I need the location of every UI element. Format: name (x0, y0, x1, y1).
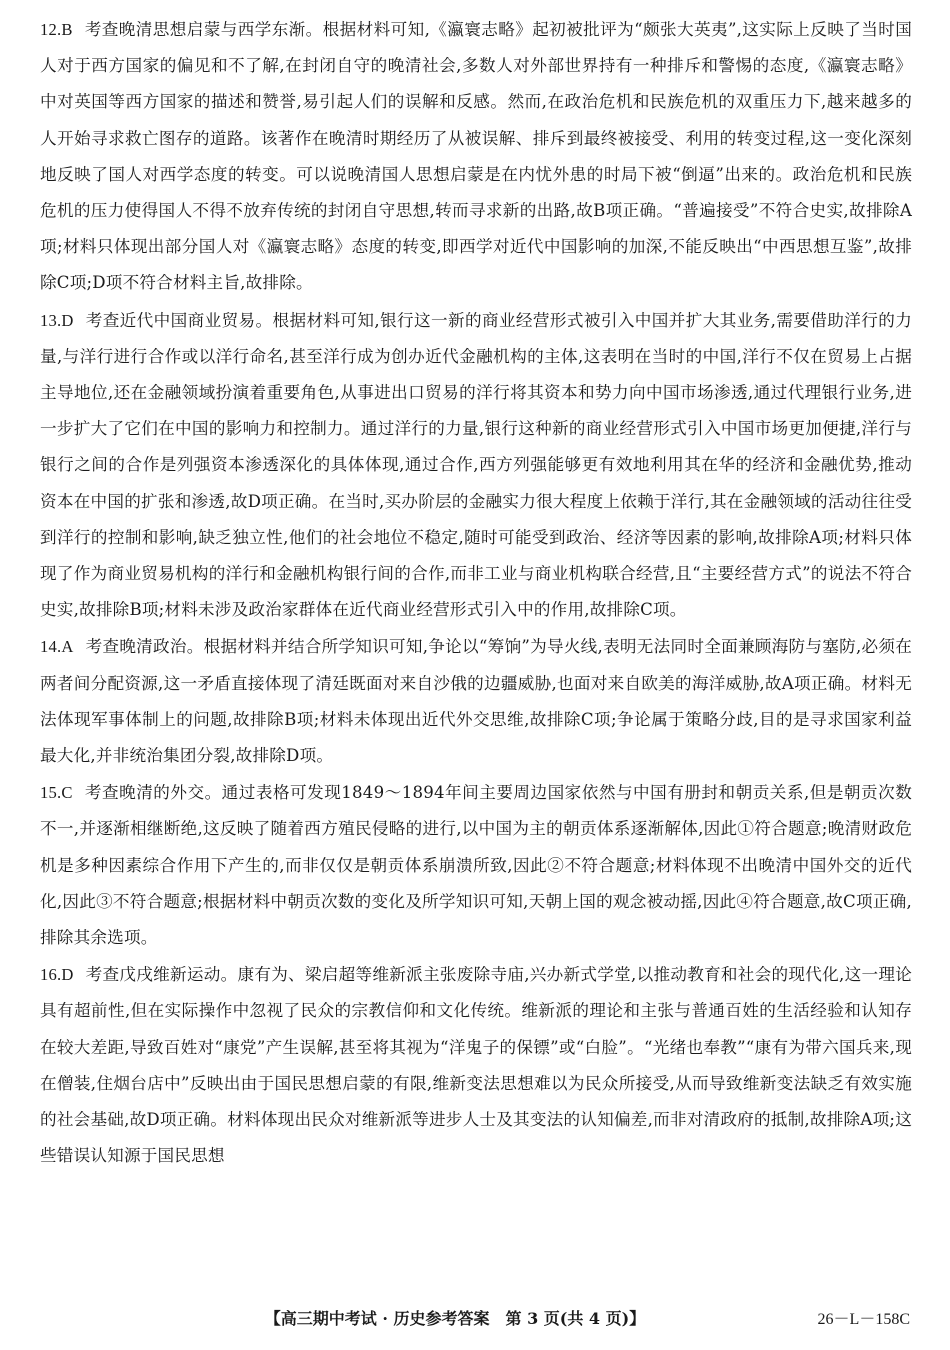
explanation-text: 考查近代中国商业贸易。根据材料可知,银行这一新的商业经营形式被引入中国并扩大其业务,需要借助洋行的力量,与洋行进行合作或以洋行命名,甚至洋行成为创办近代金融机构的主体,这表明在当时的中国,洋行不仅在贸易上占据主导地位,还在金融领域扮演着重要角色,从事进出口贸易的洋行将其资本和势力向中国市场渗透,通过代理银行业务,进一步扩大了它们在中国的影响力和控制力。通过洋行的力量,银行这种新的商业经营形式引入中国市场更加便捷,洋行与银行之间的合作是列强资本渗透深化的具体体现,通过合作,西方列强能够更有效地利用其在华的经济和金融优势,推动资本在中国的扩张和渗透,故D项正确。在当时,买办阶层的金融实力很大程度上依赖于洋行,其在金融领域的活动往往受到洋行的控制和影响,缺乏独立性,他们的社会地位不稳定,随时可能受到政治、经济等因素的影响,故排除A项;材料只体现了作为商业贸易机构的洋行和金融机构银行间的合作,而非工业与商业机构联合经营,且“主要经营方式”的说法不符合史实,故排除B项;材料未涉及政治家群体在近代商业经营形式引入中的作用,故排除C项。 (40, 310, 912, 620)
explanation-text: 考查晚清思想启蒙与西学东渐。根据材料可知,《瀛寰志略》起初被批评为“颇张大英夷”,这实际上反映了当时国人对于西方国家的偏见和不了解,在封闭自守的晚清社会,多数人对外部世界持有一种排斥和警惕的态度,《瀛寰志略》中对英国等西方国家的描述和赞誉,易引起人们的误解和反感。然而,在政治危机和民族危机的双重压力下,越来越多的人开始寻求救亡图存的道路。该著作在晚清时期经历了从被误解、排斥到最终被接受、利用的转变过程,这一变化深刻地反映了国人对西学态度的转变。可以说晚清国人思想启蒙是在内忧外患的时局下被“倒逼”出来的。政治危机和民族危机的压力使得国人不得不放弃传统的封闭自守思想,转而寻求新的出路,故B项正确。“普遍接受”不符合史实,故排除A项;材料只体现出部分国人对《瀛寰志略》态度的转变,即西学对近代中国影响的加深,不能反映出“中西思想互鉴”,故排除C项;D项不符合材料主旨,故排除。 (40, 20, 912, 293)
question-number: 15. (40, 783, 62, 803)
question-number: 14. (40, 637, 62, 657)
explanation-text: 考查戊戌维新运动。康有为、梁启超等维新派主张废除寺庙,兴办新式学堂,以推动教育和社会的现代化,这一理论具有超前性,但在实际操作中忽视了民众的宗教信仰和文化传统。维新派的理论和主张与普通百姓的生活经验和认知存在较大差距,导致百姓对“康党”产生误解,甚至将其视为“洋鬼子的保镖”或“白脸”。“光绪也奉教”“康有为带六国兵来,现在僧装,住烟台店中”反映出由于国民思想启蒙的有限,维新变法思想难以为民众所接受,从而导致维新变法缺乏有效实施的社会基础,故D项正确。材料体现出民众对维新派等进步人士及其变法的认知偏差,而非对清政府的抵制,故排除A项;这些错误认知源于国民思想 (40, 965, 912, 1166)
answer-item-15 (40, 775, 912, 956)
explanation-text: 考查晚清政治。根据材料并结合所学知识可知,争论以“筹饷”为导火线,表明无法同时全面兼顾海防与塞防,必须在两者间分配资源,这一矛盾直接体现了清廷既面对来自沙俄的边疆威胁,也面对来自欧美的海洋威胁,故A项正确。材料无法体现军事体制上的问题,故排除B项;材料未体现出近代外交思维,故排除C项;争论属于策略分歧,目的是寻求国家利益最大化,并非统治集团分裂,故排除D项。 (40, 637, 912, 766)
question-number: 13. (40, 310, 62, 330)
answer-item-12 (40, 12, 912, 302)
answer-letter: D (61, 965, 74, 985)
paper-code: 26－L－158C (817, 1311, 910, 1328)
answer-letter: B (61, 20, 73, 39)
answer-item-13 (40, 303, 912, 629)
answer-list (40, 12, 912, 1175)
explanation-text: 考查晚清的外交。通过表格可发现1849～1894年间主要周边国家依然与中国有册封和朝贡关系,但是朝贡次数不一,并逐渐相继断绝,这反映了随着西方殖民侵略的进行,以中国为主的朝贡体系逐渐解体,因此①符合题意;晚清财政危机是多种因素综合作用下产生的,而非仅仅是朝贡体系崩溃所致,因此②不符合题意;材料体现不出晚清中国外交的近代化,因此③不符合题意;根据材料中朝贡次数的变化及所学知识可知,天朝上国的观念被动摇,因此④符合题意,故C项正确,排除其余选项。 (40, 783, 912, 948)
question-number: 12. (40, 20, 62, 39)
answer-item-14 (40, 629, 912, 774)
question-number: 16. (40, 965, 62, 985)
answer-item-16 (40, 957, 912, 1174)
page-footer (0, 1302, 910, 1332)
answer-letter: C (61, 783, 73, 803)
answer-letter: A (61, 637, 74, 657)
answer-letter: D (61, 310, 74, 330)
footer-title: 【高三期中考试 · 历史参考答案 第 3 页(共 4 页)】 (264, 1309, 646, 1328)
